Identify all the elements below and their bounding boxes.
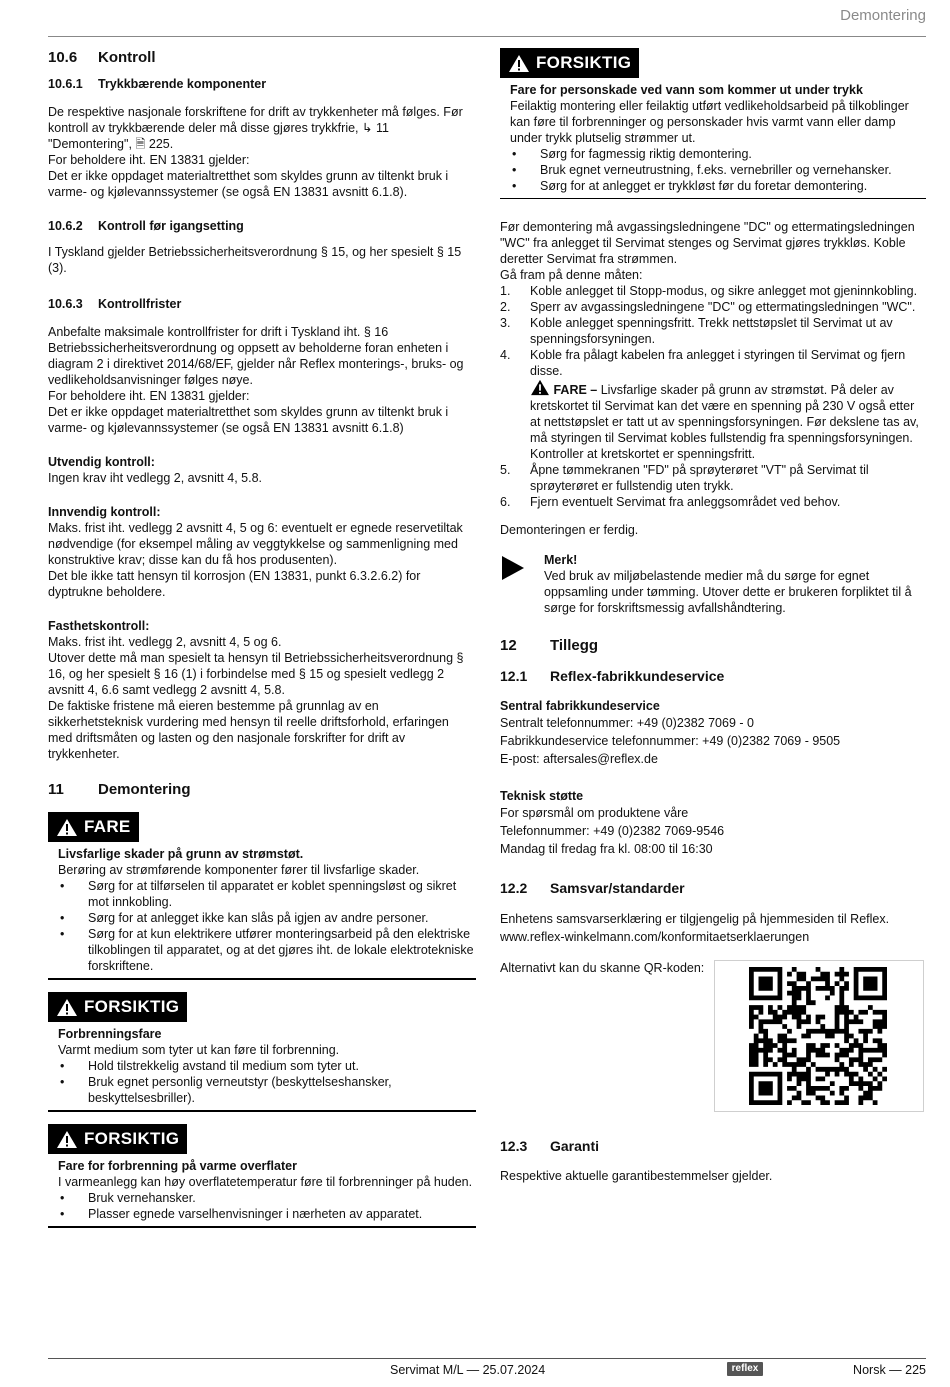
qr-code-icon[interactable] bbox=[749, 967, 887, 1105]
list-item: • Sørg for at anlegget er trykkløst før du foretar demontering. bbox=[510, 178, 926, 194]
play-arrow-icon bbox=[502, 556, 524, 580]
paragraph: I Tyskland gjelder Betriebssicherheitsverordnung § 15, og her spesielt § 15 (3). bbox=[48, 245, 462, 275]
warning-list bbox=[510, 146, 926, 194]
url-link[interactable]: www.reflex-winkelmann.com/konformitaetserklaerungen bbox=[500, 930, 810, 944]
list-item: • Bruk egnet personlig verneutstyr (beskyttelseshansker, beskyttelsesbriller). bbox=[58, 1074, 476, 1106]
note-title: Merk! bbox=[544, 553, 578, 567]
email-link[interactable]: E-post: aftersales@reflex.de bbox=[500, 752, 658, 766]
paragraph: Respektive aktuelle garantibestemmelser gjelder. bbox=[500, 1169, 773, 1183]
paragraph: Før demontering må avgassingsledningene "DC" og ettermatingsledningen "WC" fra anlegget til Servimat stenges og Servimat gjøres trykkløs. Koble deretter Servimat fra strømmen. bbox=[500, 220, 915, 266]
warning-caution-box bbox=[48, 1124, 476, 1228]
contact-line: Telefonnummer: +49 (0)2382 7069-9546 bbox=[500, 824, 725, 838]
list-item: • Plasser egnede varselhenvisninger i nærheten av apparatet. bbox=[58, 1206, 476, 1222]
contact-line: For spørsmål om produktene våre bbox=[500, 806, 689, 820]
list-item: • Bruk egnet verneutrustning, f.eks. vernebriller og vernehansker. bbox=[510, 162, 926, 178]
contact-line: Mandag til fredag fra kl. 08:00 til 16:30 bbox=[500, 842, 713, 856]
paragraph: Det ble ikke tatt hensyn til korrosjon (EN 13831, punkt 6.3.2.6.2) for dyptrukne beholdere. bbox=[48, 569, 421, 599]
list-item: • Sørg for at anlegget ikke kan slås på igjen av andre personer. bbox=[58, 910, 476, 926]
paragraph: Maks. frist iht. vedlegg 2, avsnitt 4, 5 og 6. bbox=[48, 635, 282, 649]
warning-triangle-icon bbox=[56, 1130, 78, 1149]
reflex-logo: reflex bbox=[727, 1362, 763, 1376]
section-11-heading: 11 Demontering bbox=[48, 781, 191, 798]
list-item: • Hold tilstrekkelig avstand til medium som tyter ut. bbox=[58, 1058, 476, 1074]
warning-caution-box bbox=[48, 992, 476, 1112]
qr-code-frame bbox=[714, 960, 924, 1112]
contact-line: Fabrikkundeservice telefonnummer: +49 (0)2382 7069 - 9505 bbox=[500, 734, 841, 748]
paragraph: Det er ikke oppdaget materialtretthet som skyldes grunn av tiltenkt bruk i varme- og kjølevannssystemer (se også EN 13831 avsnitt 6.1.8) bbox=[48, 405, 449, 435]
warning-text: Berøring av strømførende komponenter fører til livsfarlige skader. bbox=[58, 863, 420, 877]
paragraph: Enhetens samsvarserklæring er tilgjengelig på hjemmesiden til Reflex. bbox=[500, 912, 890, 926]
list-item: • Sørg for fagmessig riktig demontering. bbox=[510, 146, 926, 162]
subheading-central-service: Sentral fabrikkundeservice bbox=[500, 699, 660, 713]
footer-doc: Servimat M/L — 25.07.2024 bbox=[390, 1363, 546, 1377]
section-10-6-heading: 10.6 Kontroll bbox=[48, 49, 156, 66]
caution-badge: FORSIKTIG bbox=[500, 48, 639, 78]
subheading-tech-support: Teknisk støtte bbox=[500, 789, 584, 803]
paragraph: Anbefalte maksimale kontrollfrister for drift i Tyskland iht. § 16 Betriebssicherheitsverordnung og oppsett av beholderne foran enheten i diagram 2 i direktivet 2014/68/EF, gjelder når Reflex monterings-, bruks- og vedlikeholdsanvisninger følges nøye. bbox=[48, 325, 464, 387]
paragraph: De respektive nasjonale forskriftene for drift av trykkenheter må følges. Før kontroll av trykkbærende deler må disse gjøres trykkfrie, ↳ 11 "Demontering", 🗎 225. bbox=[48, 105, 463, 151]
list-item: 3. Koble anlegget spenningsfritt. Trekk nettstøpslet til Servimat ut av spenningsforsyningen. bbox=[500, 316, 893, 346]
note-text: Ved bruk av miljøbelastende medier må du sørge for egnet oppsamling under tømming. Utover dette er brukeren forpliktet til å sørge for forskriftsmessig avfallshåndtering. bbox=[544, 569, 912, 615]
danger-badge: FARE bbox=[48, 812, 139, 842]
list-item: • Sørg for at kun elektrikere utfører monteringsarbeid på den elektriske tilkoblingen til apparatet, og at det gjøres iht. de lokale elektrotekniske forskriftene. bbox=[58, 926, 476, 974]
section-12-2-heading: 12.2 Samsvar/standarder bbox=[500, 880, 685, 896]
paragraph: Utover dette må man spesielt ta hensyn til Betriebssicherheitsverordnung § 16, og her spesielt § 16 (1) i forbindelse med § 15 og spesielt vedlegg 2 avsnitt 4, 6.6 samt vedlegg 2 avsnitt 4, 5.8. bbox=[48, 651, 464, 697]
warning-list bbox=[58, 1058, 476, 1106]
warning-list bbox=[58, 878, 476, 974]
contact-line: Sentralt telefonnummer: +49 (0)2382 7069 - 0 bbox=[500, 716, 754, 730]
section-12-heading: 12 Tillegg bbox=[500, 637, 599, 654]
warning-title: Livsfarlige skader på grunn av strømstøt. bbox=[58, 847, 304, 861]
paragraph: Maks. frist iht. vedlegg 2 avsnitt 4, 5 og 6: eventuelt er egnede reservetiltak nødvendige (for eksempel måling av veggtykkelse og sammenligning med konstruktive krav; disse kan du få hos produsenten). bbox=[48, 521, 463, 567]
footer-page: Norsk — 225 bbox=[853, 1363, 926, 1377]
warning-danger-box bbox=[48, 812, 476, 980]
list-item: 6. Fjern eventuelt Servimat fra anleggsområdet ved behov. bbox=[500, 495, 841, 509]
section-12-3-heading: 12.3 Garanti bbox=[500, 1138, 600, 1154]
steps-list bbox=[500, 283, 926, 379]
step-danger-note: FARE – Livsfarlige skader på grunn av strømstøt. På deler av kretskortet til Servimat kan det være en spenning på 230 V også etter at nettstøpslet er tatt ut av spenningsforsyningen. Før dekslene tas av, må styringen til Servimat kobles fullstendig fra spenningsforsyningen. Kontroller at kretskortet er spenningsfritt. bbox=[500, 379, 926, 462]
section-10-6-3-heading: 10.6.3 Kontrollfrister bbox=[48, 297, 182, 311]
subheading-external-check: Utvendig kontroll: bbox=[48, 455, 155, 469]
cross-reference-link[interactable]: ↳ 11 "Demontering", 🗎 225. bbox=[48, 121, 389, 151]
subheading-strength-check: Fasthetskontroll: bbox=[48, 619, 150, 633]
right-column bbox=[500, 48, 926, 1184]
warning-title: Fare for forbrenning på varme overflater bbox=[58, 1159, 297, 1173]
list-item: 4. Koble fra pålagt kabelen fra anlegget i styringen til Servimat og fjern disse. bbox=[500, 348, 906, 378]
header-title: Demontering bbox=[840, 7, 926, 24]
paragraph: For beholdere iht. EN 13831 gjelder: bbox=[48, 153, 250, 167]
list-item: 1. Koble anlegget til Stopp-modus, og sikre anlegget mot gjeninnkobling. bbox=[500, 284, 918, 298]
warning-triangle-icon bbox=[56, 998, 78, 1017]
warning-triangle-icon bbox=[56, 818, 78, 837]
section-10-6-1-heading: 10.6.1 Trykkbærende komponenter bbox=[48, 77, 267, 91]
warning-list bbox=[58, 1190, 476, 1222]
subheading-internal-check: Innvendig kontroll: bbox=[48, 505, 161, 519]
steps-list bbox=[500, 462, 926, 510]
left-column bbox=[48, 48, 476, 1228]
warning-triangle-icon bbox=[508, 54, 530, 73]
warning-title: Fare for personskade ved vann som kommer ut under trykk bbox=[510, 83, 863, 97]
warning-text: I varmeanlegg kan høy overflatetemperatur føre til forbrenninger på huden. bbox=[58, 1175, 473, 1189]
warning-text: Varmt medium som tyter ut kan føre til forbrenning. bbox=[58, 1043, 340, 1057]
list-item: • Sørg for at tilførselen til apparatet er koblet spenningsløst og sikret mot innkobling. bbox=[58, 878, 476, 910]
caution-badge: FORSIKTIG bbox=[48, 992, 187, 1022]
paragraph: De faktiske fristene må eieren bestemme på grunnlag av en sikkerhetsteknisk vurdering med hensyn til reelle driftsforhold, erfaringen med driftsmåten og lasten og den nasjonale forskrifter for drift av trykkenheter. bbox=[48, 699, 449, 761]
section-12-1-heading: 12.1 Reflex-fabrikkundeservice bbox=[500, 668, 725, 684]
paragraph: Gå fram på denne måten: bbox=[500, 268, 643, 282]
footer-divider bbox=[48, 1358, 926, 1359]
qr-caption: Alternativt kan du skanne QR-koden: bbox=[500, 961, 705, 975]
list-item: • Bruk vernehansker. bbox=[58, 1190, 476, 1206]
paragraph: Ingen krav iht vedlegg 2, avsnitt 4, 5.8. bbox=[48, 471, 263, 485]
paragraph: Det er ikke oppdaget materialtretthet som skyldes grunn av tiltenkt bruk i varme- og kjølevannssystemer (se også EN 13831 avsnitt 6.1.8). bbox=[48, 169, 449, 199]
warning-triangle-icon bbox=[530, 379, 550, 396]
warning-title: Forbrenningsfare bbox=[58, 1027, 162, 1041]
paragraph: For beholdere iht. EN 13831 gjelder: bbox=[48, 389, 250, 403]
paragraph: Demonteringen er ferdig. bbox=[500, 523, 639, 537]
warning-caution-box bbox=[500, 48, 926, 199]
caution-badge: FORSIKTIG bbox=[48, 1124, 187, 1154]
list-item: 2. Sperr av avgassingsledningene "DC" og ettermatingsledningen "WC". bbox=[500, 300, 916, 314]
note-box bbox=[500, 552, 926, 616]
section-10-6-2-heading: 10.6.2 Kontroll før igangsetting bbox=[48, 219, 244, 233]
warning-text: Feilaktig montering eller feilaktig utført vedlikeholdsarbeid på tilkoblinger kan føre til forbrenninger og personskader hvis varmt vann eller damp under trykk plutselig strømmer ut. bbox=[510, 99, 909, 145]
list-item: 5. Åpne tømmekranen "FD" på sprøyterøret "VT" på Servimat til sprøyterøret er fullstendig uten trykk. bbox=[500, 463, 869, 493]
header-divider bbox=[48, 36, 926, 37]
